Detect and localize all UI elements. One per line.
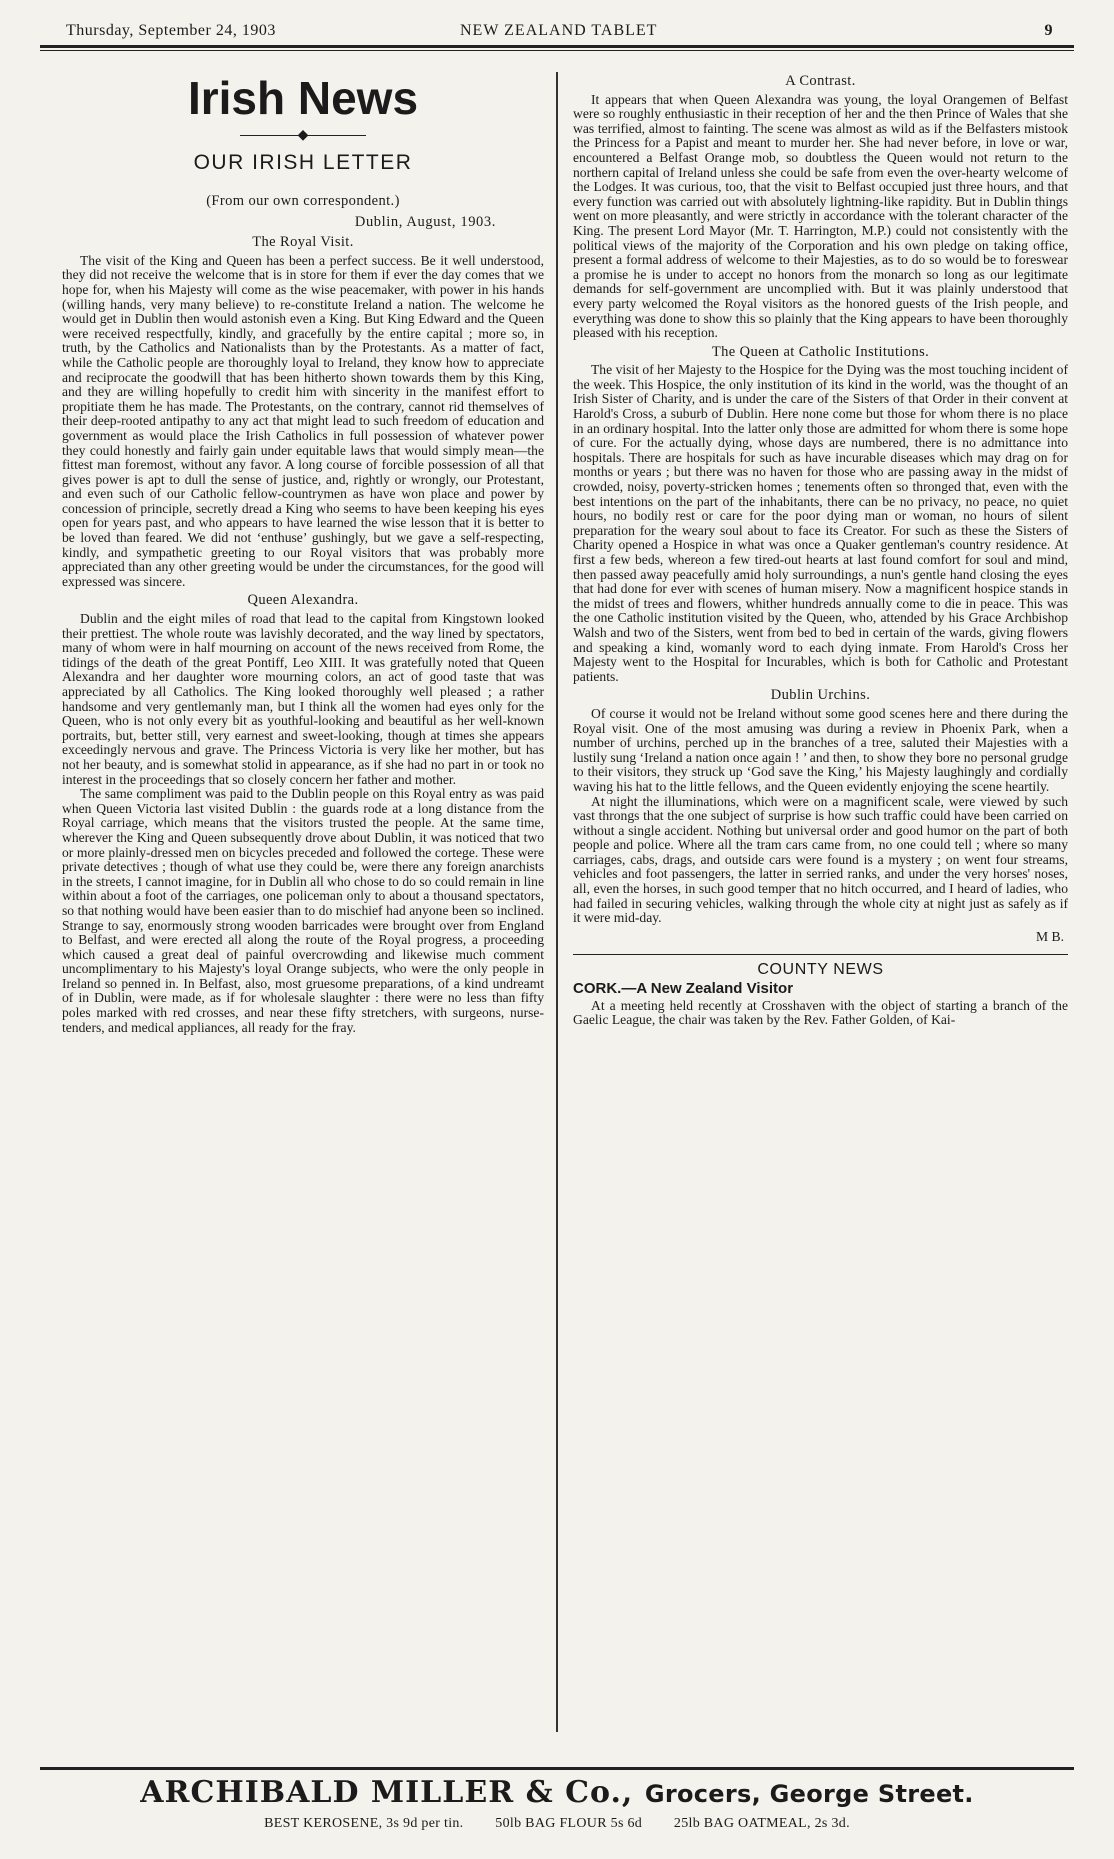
dateline: Dublin, August, 1903. (354, 213, 496, 230)
page-number: 9 (1044, 22, 1053, 39)
section-heading: The Queen at Catholic Institutions. (711, 343, 930, 360)
article-paragraph: The visit of her Majesty to the Hospice for the Dying was the most touching incident of the week. This Hospice, the only institution of its kind in the world, was the thought of an Irish Sister of Charity, and is under the care of the Sisters of that Order in their convent at Harold's Cross, a suburb of Dublin. Here none come but those for whom there is no place in an ordinary hospital. Into the latter only those are admitted for whom there is some hope of cure. For the actually dying, whose days are numbered, there is no admittance into hospitals. There are hospitals for such as have incurable diseases which may drag on for months or years ; but there was no haven for those who are passing away in the midst of crowded, noisy, poverty-stricken homes ; tenements often so thronged that, even with the best intentions on the part of the inhabitants, there can be no privacy, no peace, no quiet hours, no bodily rest or care for the poor dying man or woman, no hours of silent preparation for the weary soul about to face its Creator. For such as these the Sisters of Charity opened a Hospice in what was once a Quaker gentleman's country residence. At first a few beds, whereon a few tired-out hearts at last found comfort for soul and mind, then passed away peacefully amid holy surroundings, a nun's gentle hand closing the eyes that had done for ever with scenes of human misery. Now a magnificent hospice stands in the midst of trees and flowers, whither hundreds annually come to die in peace. This was the one Catholic institution visited by the Queen, who, attended by his Grace Archbishop Walsh and two of the Sisters, went from bed to bed in certain of the wards, giving flowers and speaking a kind, womanly word to each dying inmate. From Harold's Cross her Majesty went to the Hospital for Incurables, which is both for Catholic and Protestant patients. (573, 362, 1068, 684)
article-paragraph: The visit of the King and Queen has been a perfect success. Be it well understood, they did not receive the welcome that is in store for them if ever the day comes that we hope for, when his Majesty will come as the wise peacemaker, with power in his hands (willing hands, very many believe) to re-constitute Ireland a nation. The welcome he would get in Dublin then would astonish even a King. But King Edward and the Queen were received respectfully, kindly, and gracefully by the entire capital ; more so, in truth, by the Catholics and Nationalists than by the Protestants. As a matter of fact, while the Catholic people are thoroughly loyal to Ireland, they know how to appreciate and reciprocate the goodwill that has been hitherto shown towards them by this King, and they are willing hopefully to credit him with sincerity in the manifest effort to propitiate them he has made. The Protestants, on the contrary, cannot rid themselves of their deep-rooted antipathy to any act that might lead to such freedom of education and government as would place the Irish Catholics in full possession of whatever power they could honestly and fairly gain under equitable laws that would simply mean—the fittest man foremost, without any favor. A long course of forcible possession of all that gives power is apt to dull the sense of justice, and, rightly or wrongly, our Protestant, and even such of our Catholic fellow-countrymen as have won place and power by concession of principle, secretly dread a King who seems to have been keeping his eyes open for years past, and who appears to have learned the wise lesson that it is better to be loved than feared. We did not ‘enthuse’ gushingly, but we gave a self-respecting, kindly, and sympathetic greeting to our Royal visitors that was probably more appreciated than any other greeting would be under the circumstances, for the good will expressed was sincere. (62, 252, 544, 589)
article-paragraph: Dublin and the eight miles of road that lead to the capital from Kingstown looked their prettiest. The whole route was lavishly decorated, and the way lined by spectators, many of whom were in half mourning on account of the news received from Rome, the tidings of the death of the great Pontiff, Leo XIII. It was gratefully noted that Queen Alexandra and her daughter wore mourning colors, an act of good taste that was appreciated by all Catholics. The King looked thoroughly well pleased ; a rather handsome and very gentlemanly man, but I think all the women had eyes only for the Queen, who is not only every bit as youthful-looking and beautiful as her well-known portraits, but, better still, very earnest and sweet-looking, though at times she appears exceedingly nervous and grave. The Princess Victoria is very like her mother, but has not her beauty, and is somewhat stolid in appearance, as if she had no part in or took no interest in the proceedings that so closely concern her father and mother. (62, 611, 544, 787)
article-paragraph: At a meeting held recently at Crosshaven with the object of starting a branch of the Gaelic League, the chair was taken by the Rev. Father Golden, of Kai- (573, 997, 1068, 1028)
section-heading: A Contrast. (785, 73, 856, 89)
advert-company: ARCHIBALD MILLER & Co., (140, 1775, 634, 1810)
author-signature: M B. (1036, 928, 1064, 944)
county-rule (573, 954, 1068, 955)
advert-tagline: Grocers, George Street. (644, 1780, 974, 1808)
letter-subtitle: OUR IRISH LETTER (193, 151, 413, 174)
article-paragraph: Of course it would not be Ireland without some good scenes here and there during the Royal visit. One of the most amusing was during a review in Phoenix Park, when a number of urchins, perched up in the branches of a tree, saluted their Majesties with a lustily sung ‘Ireland a nation once again ! ’ and then, to show they bore no personal grudge to their visitors, they struck up ‘God save the King,’ his Majesty laughingly and cordially waving his hat to the little fellows, and the Queen evidently enjoying the scene heartily. (573, 705, 1068, 794)
title-ornament (62, 128, 544, 144)
article-paragraph: The same compliment was paid to the Dublin people on this Royal entry as was paid when Queen Victoria last visited Dublin : the guards rode at a long distance from the Royal carriage, which means that the visitors trusted the people. At the same time, wherever the King and Queen subsequently drove about Dublin, it was noticed that two or more plainly-dressed men on bicycles preceded and followed the cortege. These were private detectives ; though of what use they could be, were there any foreign anarchists in the streets, I cannot imagine, for in Dublin all who chose to do so could remain in line within about a foot of the carriages, one policeman only to about a thousand spectators, so that nothing would have been easier than to do mischief had anyone been so inclined. Strange to say, enormously strong wooden barricades were brought over from England to Belfast, and were erected all along the route of the Royal progress, a proceeding which caused a great deal of painful overcrowding and likewise much comment uncomplimentary to his Majesty's loyal Orange subjects, who were the only people in Ireland so penned in. In Belfast, also, most gruesome preparations, of a kind undreamt of in Dublin, were made, as if for wholesale slaughter : there were no less than fifty poles marked with red crosses, and near these fifty stretchers, with surgeons, nurse-tenders, and medical appliances, all ready for the fray. (62, 786, 544, 1035)
advert-item: BEST KEROSENE, 3s 9d per tin. (264, 1816, 464, 1831)
advertisement (40, 1776, 1074, 1833)
left-column (62, 70, 544, 1035)
article-paragraph: It appears that when Queen Alexandra was young, the loyal Orangemen of Belfast were so roughly enthusiastic in their reception of her and the then Prince of Wales that she was terrified, almost to fainting. The scene was almost as wild as if the Belfasters mistook the Princess for a Papist and meant to murder her. She had never before, in love or war, encountered a Belfast Orange mob, so doubtless the Queen would not return to the northern capital of Ireland unless she could be safe from even the over-hearty welcome of the Lodges. It was curious, too, that the visit to Belfast occupied just three hours, and that every function was carried out with absolutely lightning-like rapidity. But in Dublin things went on more pleasantly, and were strictly in accordance with the tolerant character of the King. The present Lord Mayor (Mr. T. Harrington, M.P.) could not consistently with the political views of the majority of the Corporation and his own pledge on taking office, present a formal address of welcome to their Majesties, as to do so would be to foreswear a promise he is under to accept no honors from the monarch so long as our legitimate demands for self-government are uncomplied with. But it was plainly understood that every party welcomed the Royal visitors as the honored guests of the Irish people, and everything was done to show this so plainly that the King appears to have been thoroughly pleased with his reception. (573, 91, 1068, 341)
county-news-heading: COUNTY NEWS (757, 961, 884, 979)
masthead-rule (40, 45, 1074, 48)
advert-items (40, 1815, 1074, 1833)
advert-headline (40, 1776, 1074, 1811)
publication-title: NEW ZEALAND TABLET (460, 22, 658, 39)
advert-rule (40, 1767, 1074, 1770)
advert-item: 25lb BAG OATMEAL, 2s 3d. (673, 1816, 850, 1831)
section-heading: Queen Alexandra. (247, 592, 359, 609)
issue-date: Thursday, September 24, 1903 (66, 22, 276, 39)
masthead (62, 22, 1057, 46)
section-title: Irish News (187, 72, 419, 124)
section-heading: Dublin Urchins. (770, 687, 871, 704)
cork-heading: CORK.—A New Zealand Visitor (573, 980, 794, 998)
advert-item: 50lb BAG FLOUR 5s 6d (495, 1816, 643, 1831)
section-heading: The Royal Visit. (252, 234, 354, 251)
column-divider (556, 72, 558, 1732)
correspondent-credit: (From our own correspondent.) (206, 193, 400, 209)
right-column (573, 70, 1068, 1028)
article-paragraph: At night the illuminations, which were on a magnificent scale, were viewed by such vast throngs that the one subject of surprise is how such traffic could have been carried on without a single accident. Nothing but universal order and good humor on the part of both people and police. Where all the tram cars came from, no one could tell ; where so many carriages, cabs, drags, and outside cars were found is a mystery ; on went four streams, vehicles and foot passengers, the latter in serried ranks, and under the very horses' noses, all, even the horses, in such good temper that no hitch occurred, and I heard of ladies, who had failed in securing vehicles, walking through the whole city at night just as safely as if it were mid-day. (573, 793, 1068, 926)
masthead-rule-thin (40, 50, 1074, 51)
diamond-ornament-icon: ◆ (297, 128, 309, 143)
